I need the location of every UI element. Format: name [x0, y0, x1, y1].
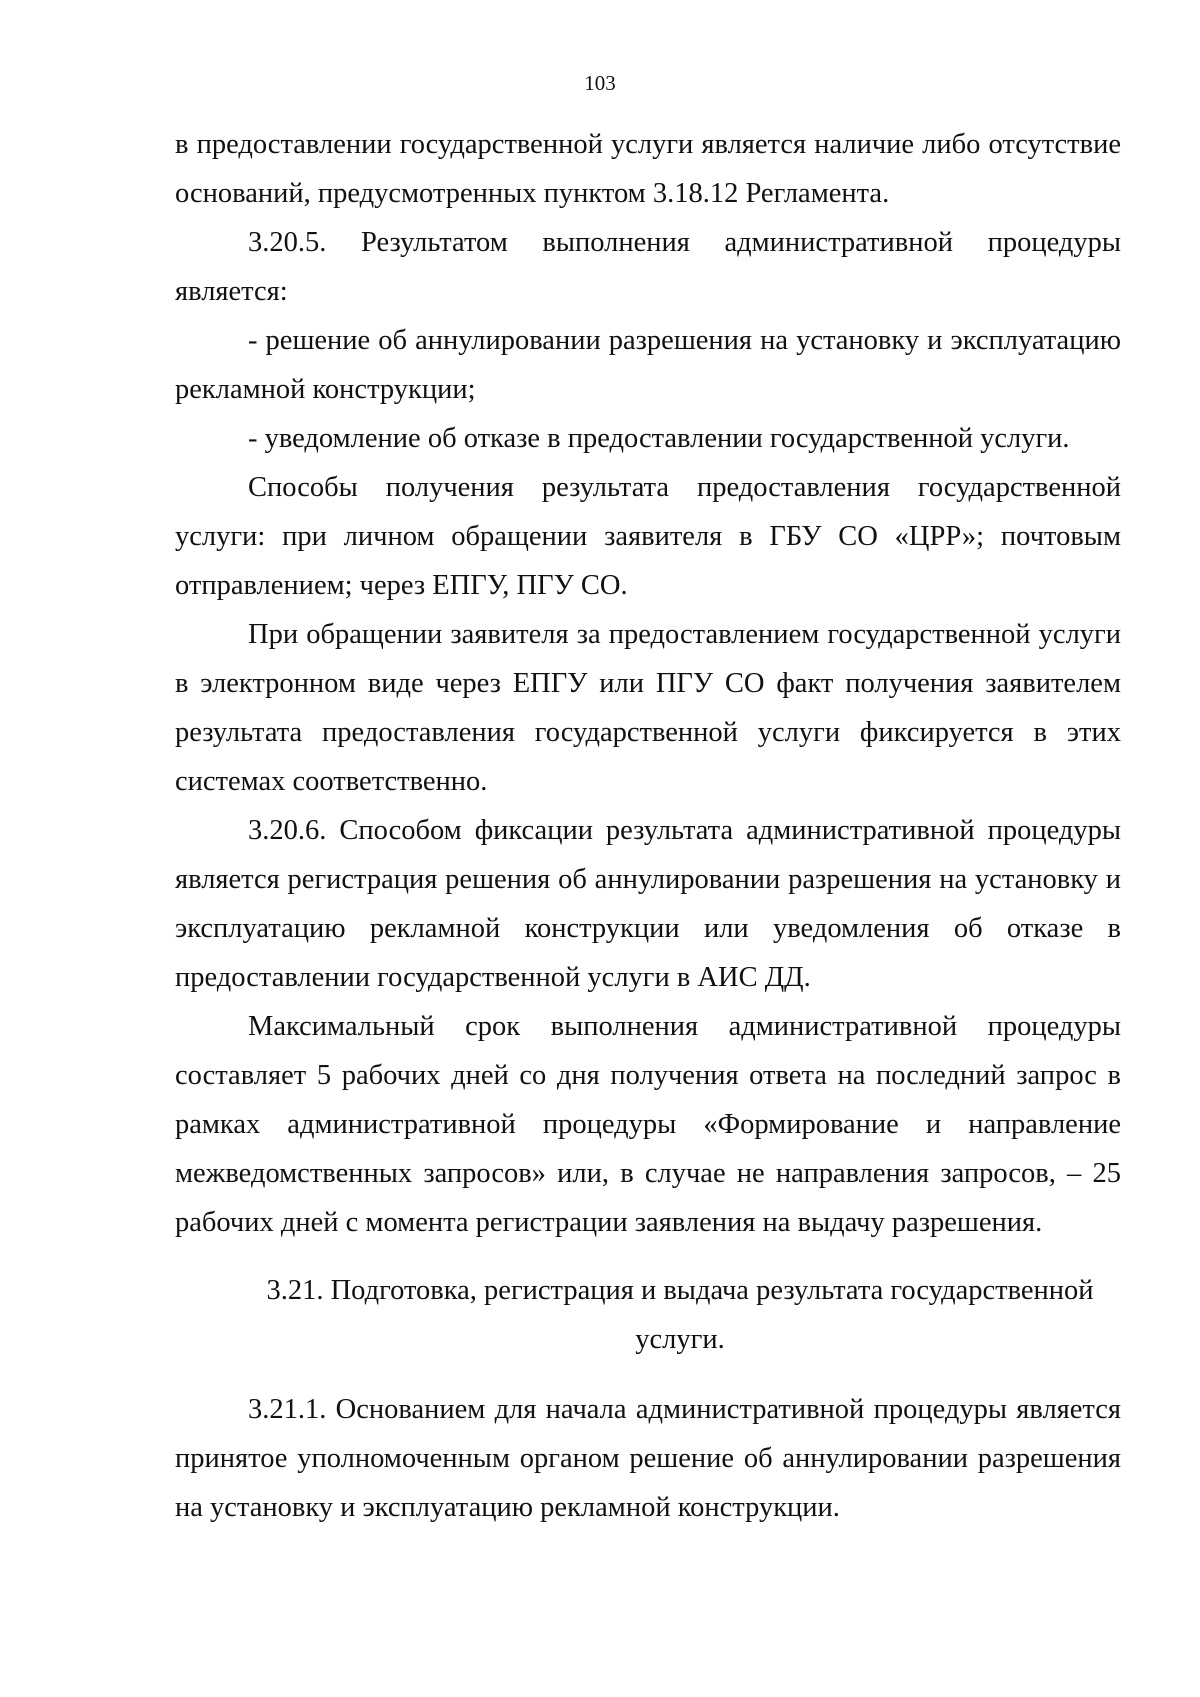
paragraph-max-term: Максимальный срок выполнения административной процедуры составляет 5 рабочих дней со дня получения ответа на последний запрос в рамках административной процедуры «Формирование и направление межведомственных запросов» или, в случае не направления запросов, – 25 рабочих дней с момента регистрации заявления на выдачу разрешения.: [175, 1011, 1121, 1238]
paragraph-3-20-6: 3.20.6. Способом фиксации результата административной процедуры является регистрация решения об аннулировании разрешения на установку и эксплуатацию рекламной конструкции или уведомления об отказе в предоставлении государственной услуги в АИС ДД.: [175, 815, 1121, 993]
paragraph-continuation: в предоставлении государственной услуги является наличие либо отсутствие оснований, предусмотренных пунктом 3.18.12 Регламента.: [175, 129, 1121, 209]
paragraph-electronic: При обращении заявителя за предоставлением государственной услуги в электронном виде через ЕПГУ или ПГУ СО факт получения заявителем результата предоставления государственной услуги фиксируется в этих системах соответственно.: [175, 619, 1121, 797]
paragraph-3-21-1: 3.21.1. Основанием для начала административной процедуры является принятое уполномоченным органом решение об аннулировании разрешения на установку и эксплуатацию рекламной конструкции.: [175, 1394, 1121, 1523]
paragraph-methods: Способы получения результата предоставления государственной услуги: при личном обращении заявителя в ГБУ СО «ЦРР»; почтовым отправлением; через ЕПГУ, ПГУ СО.: [175, 472, 1121, 601]
section-heading: 3.21. Подготовка, регистрация и выдача результата государственной услуги.: [266, 1275, 1094, 1355]
list-item-decision: - решение об аннулировании разрешения на установку и эксплуатацию рекламной конструкции;: [175, 325, 1121, 405]
page-number: 103: [584, 71, 616, 95]
list-item-notification: - уведомление об отказе в предоставлении государственной услуги.: [248, 423, 1070, 454]
paragraph-3-20-5: 3.20.5. Результатом выполнения административной процедуры является:: [175, 227, 1121, 307]
document-body: [175, 120, 1121, 1532]
